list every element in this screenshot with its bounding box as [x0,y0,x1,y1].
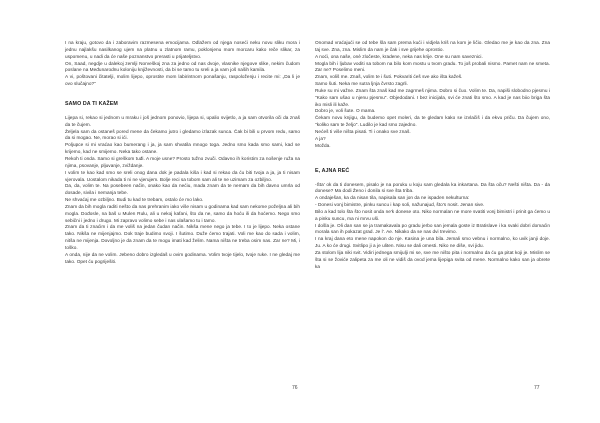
paragraph: A onda, nije da ne volim. Jebeno dobro izgledaš u ovim godinama. Volim tvoje tijelo, tvoje ruke. I ne gledaj me tako. Opet ću pogriješiti. [65,251,300,264]
paragraph: Nećeš ti više ništa pisati. Ti i onako sve znaš. [315,128,411,134]
right-page [315,40,550,398]
paragraph: - Donesi vonj bimistre, pinku suncu i kap soli, nažunajud, što's nosit. Jenan sive. [315,202,485,208]
paragraph: Znam, voliš me. Znaš, volim te i šuti. Pokvariti ćeš sve ako išta kažeš. [315,74,463,80]
paragraph: Znam da bih mogla raditi nešto da nas prehranim iako više nisam u godinama kad sam nekome poželjna ali bih mogla. Dođosle, na baš u Mulen Rulu, ali u nekoj kafani, što da ne, samo da hoću ili da hoćemo. Nego smo sebični i jedno i drugo. Mi zapravo volimo sebe i nas ulašamo tu i tamo. [65,203,300,223]
paragraph: Rekoh ti onda. Samo si greškom tuđi. A moje usne? Prosto tužno zvuči. Odavno ih koristim za nošenje ruža na njima, psovanje, pljuvanje, zviždanje. [65,155,300,168]
paragraph: A ondaješan, ka da nisan tila, napisala san jon da ne ispaden nekulturna: [315,195,470,201]
paragraph: Poljupce si mi vraćao kao bumerang i ja, ja sam shvatila mnogo toga. Jedno smo kada smo sami, kad se krijemo, kad ne smijemo. Neka tako ostane. [65,142,300,155]
paragraph: Onomad vraćajući se od tebe šla sam prema kući i vidjela kriš na kom je ličio. Gledao me je kao da zna. Zna taj sve. Zna, zna. Mislim da nam je čak i sve grijehe oprostio. [315,40,550,52]
paragraph: A ja? [315,135,326,141]
page-number-right: 77 [534,385,540,391]
paragraph: Čekam novu knjigu, da budemo opet moleri, da te gledam kako se izvlačiš i da ekvu priču. Da čujem ono, "koliko sam te željo". Ludilo je kad smo zajedno. [315,115,550,128]
paragraph: I na kraju, gotovo da i zaboravim razmesena emocijama. Odlažem od njega noseći neku novu sliku mora i jednu najlakšu nasilkanog ujem na platnu u zlatnom ramu, poklonjenu mom morcaru kako reče slikar, za uspomenu, u nadi da će naše poznanstvo prerasti u prijateljstvo. [65,40,300,59]
page-number-left: 76 [292,385,298,391]
left-page [65,40,300,398]
paragraph: A noći, ona naše, onè zločeste, kradene, neka nas krije. One su nam saveznici. [315,53,483,59]
paragraph: Mogla bih i ljubav voditi sa tobom na bilo kom mostu u tvom gradu. To još probali nismo. Pamet nam ne smeta. Zar ne? Poselimo meni. [315,60,550,73]
paragraph: I volim te kao kad smo se sreli onog dana dok je padala kiša i kad si rekao da ću biti tvoja a ja, ja ti nisam vjerovala. Uostalom nikada ti ni ne vjerujem. Bolje reci sa tobom sam ali te ne uzimam za ozbiljno. [65,169,300,182]
paragraph: Ruke su mi važne. Znam šta znaš kad me zagrmeš njima. Dobro si čuo. Volim te. Da, napiši slobodno pjesmu i "Kako sam ušao u njenu pjesmu". Objedodani. I bez inicijala, svi će znati što smo. A kad je nas biio briga šta iko misli ili kaže. [315,87,550,107]
paragraph: Možda. [315,142,331,148]
paragraph: Lijepa si, rekao si jednom u mraku i još jednom ponovio, lijepa si, upalio svijetlo, a ja sam otvorila oči da znaš da te čujem. [65,114,300,127]
paragraph: Znam da ti znaćim i da me voliš na jedan čudan način. Nikša mene nego ja tebe. I to je lijepo. Neka ostane tako. Nikša ne mijenjajmo. Dok traje budimo svoji. I šutimo. Duže ćemo trajati. Voli me kao do sada i volim, nitša ne mijenja. Dovoljno je da znam da te mogu imati kad želim. Nama ništa ne treba osim nas. Zar ne? Mi, i toško. [65,224,300,250]
section-title: E, AJNA REĆ [315,167,350,174]
paragraph: Bilo a kad tolo šta što nosit onda ne'k donese oto. Niko normalan ne more svatiti vonj bimistri i prinit ga ćemo u a pinku suncu, ma ni mrvu uši. [315,208,550,221]
paragraph: I na kraj dana eto mene napokon do nje. Kasina je una bila. Jemali smo vebnu i normalno, ko uvik janji doje. Ju. A ko će drugi. Svitlipo ji a je uliten. Nisu se dali omesti. Niko ne diše, svi jidu. [315,236,550,249]
paragraph: I došla je. Oli dan san se ja tramakavala po gradu jerbo san jemala goste iz Bratislave i ka svaki dobri domaćin morala san ih pokazat grad. Je l'. Ae. Nikako da se nas dvi trevimo. [315,222,550,235]
paragraph: -Šta' ok da ti donesem, pisalo je na poruku u koju sam gledala ka inkartana. Da šta oču? Nešti ništa. Da - da donese? Ma dodi Ženo i donila si sve šta triba. [315,181,550,194]
paragraph: Za stolom lija niki svit. Vidiri jednega smijulji mi se, sve me ništo pita i normalno da ću ga pitat koji je. Mislim se šta si se žoviće zalipeta za me oli ne vidiš da ovod jema lijepiga svita od mene. Normalno kako san ja obrete ka [315,249,550,269]
paragraph: Samo šuti. Neka me sutra ljnja čvrsto zagrli. [315,81,408,87]
paragraph: A vi, poštovani čitatelji, molim lijepo, oprostite mom labirintnom ponašanju, raspoloženju i recite mi: „Da li je ovo slučajno?" [65,74,300,87]
paragraph: On, Saad, negdje u dalekoj zemlji Norveškoj zna za jedno od nas dvoje, vlasnike njegove slike, nekim čudom poslane na Međunarodnu koloniju književnosti, da bi se tamo tu sreli a ja vam još naših kamila. [65,60,300,73]
paragraph: Da, da, volim te. Na posebeen način, onako kao da nećiu, mada znam da te nemam da bih davno umrla od dosade, sivila i nemanja tebe. [65,183,300,196]
paragraph: Dobro je, voli šute. O mama. [315,108,376,114]
paragraph: Željela sam da ostaneš pored mene da čekamo jutro i gledamo izlazak sunca. Čak bi bili u prvom redu, samo da si mogao. Ne, morao si ići. [65,128,300,141]
section-title: SAMO DA TI KAŽEM [65,100,118,107]
paragraph: Ne shvaćaj me ozbiljno. Budi tu kad te trebam, ostalo će mo lako. [65,197,204,203]
